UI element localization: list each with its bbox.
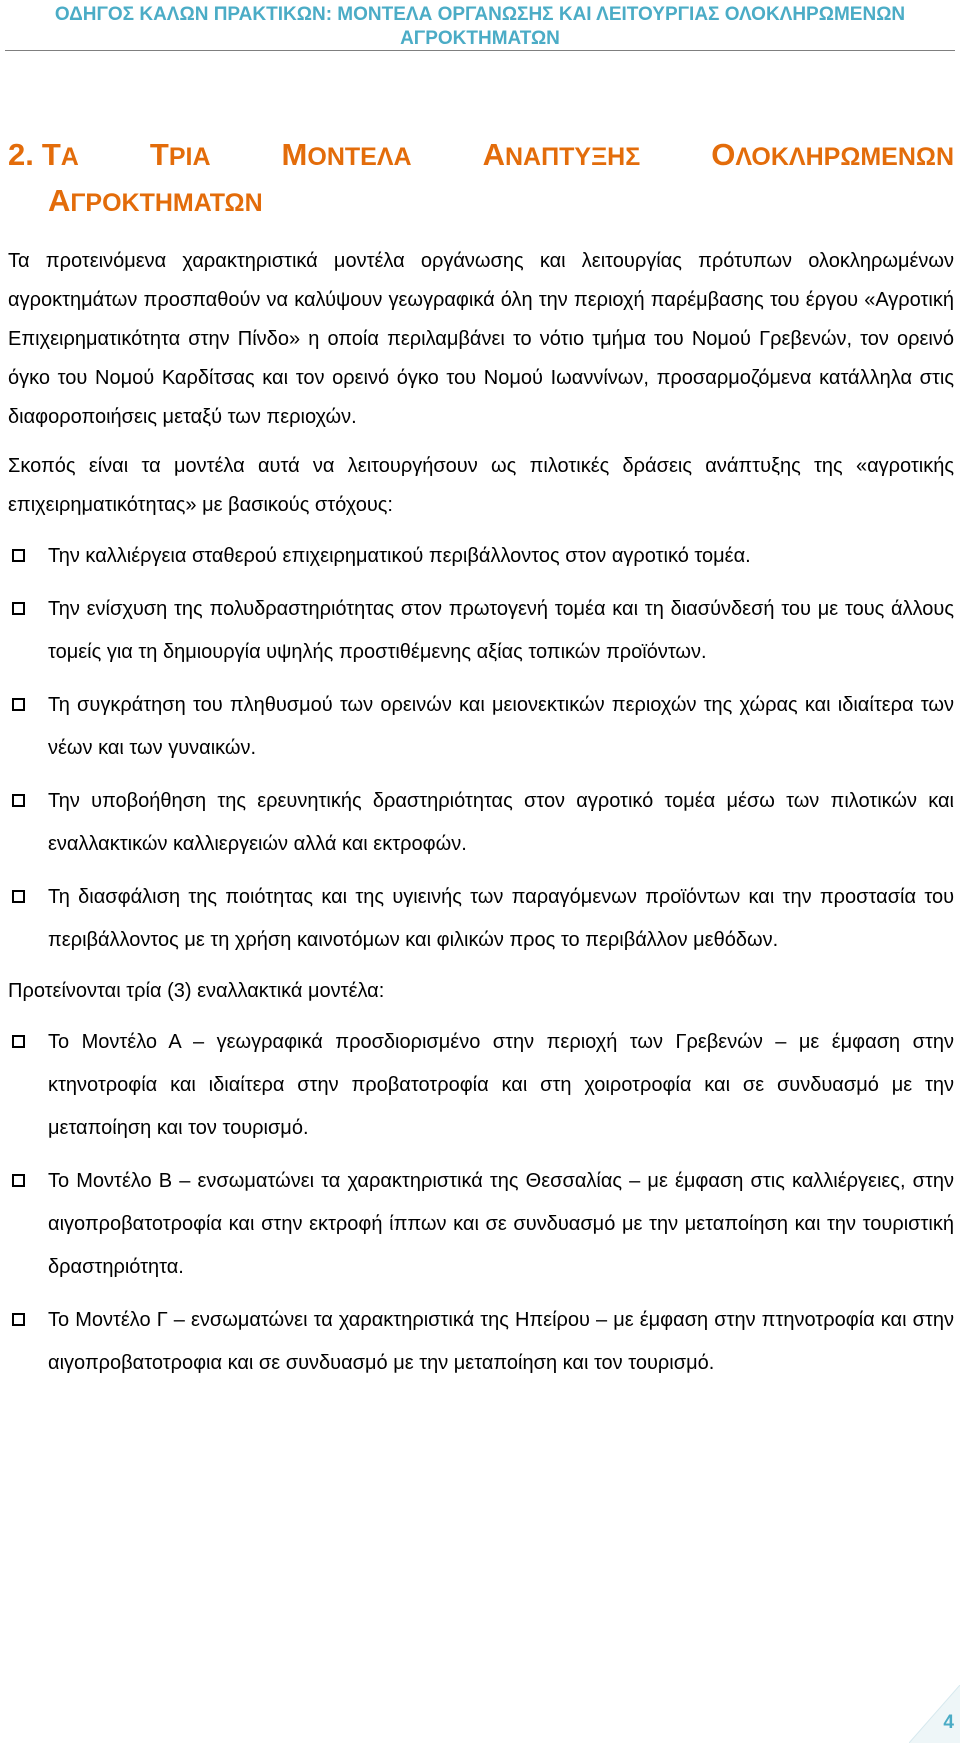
checkbox-bullet-icon: [12, 794, 25, 807]
running-header-line-1: ΟΔΗΓΟΣ ΚΑΛΩΝ ΠΡΑΚΤΙΚΩΝ: ΜΟΝΤΕΛΑ ΟΡΓΑΝΩΣΗΣ ΚΑΙ ΛΕΙΤΟΥΡΓΙΑΣ ΟΛΟΚΛΗΡΩΜΕΝΩΝ: [54, 4, 906, 25]
checkbox-bullet-icon: [12, 698, 25, 711]
proposed-models-paragraph: Προτείνονται τρία (3) εναλλακτικά μοντέλα:: [8, 980, 385, 1002]
page-number: 4: [943, 1712, 954, 1733]
purpose-paragraph: Σκοπός είναι τα μοντέλα αυτά να λειτουργήσουν ως πιλοτικές δράσεις ανάπτυξης της «αγροτικής επιχειρηματικότητας» με βασικούς στόχους:: [8, 455, 954, 516]
section-title: [8, 133, 955, 225]
title-word: ΑΝΑΠΤΥΞΗΣ: [482, 137, 641, 172]
intro-paragraph: Τα προτεινόμενα χαρακτηριστικά μοντέλα οργάνωσης και λειτουργίας πρότυπων ολοκληρωμένων αγροκτημάτων προσπαθούν να καλύψουν γεωγραφικά όλη την περιοχή παρέμβασης του έργου «Αγροτική Επιχειρηματικότητα στην Πίνδο» η οποία περιλαμβάνει το νότιο τμήμα του Νομού Γρεβενών, τον ορεινό όγκο του Νομού Καρδίτσας και τον ορεινό όγκο του Νομού Ιωαννίνων, προσαρμοζόμενα κατάλληλα στις διαφοροποιήσεις μεταξύ των περιοχών.: [8, 250, 954, 428]
title-word: ΟΛΟΚΛΗΡΩΜΕΝΩΝ: [711, 137, 955, 172]
goals-list: [8, 535, 954, 962]
title-word: ΑΓΡΟΚΤΗΜΑΤΩΝ: [48, 183, 263, 218]
goal-item: Την ενίσχυση της πολυδραστηριότητας στον πρωτογενή τομέα και τη διασύνδεσή του με τους άλλους τομείς για τη δημιουργία υψηλής προστιθέμενης αξίας τοπικών προϊόντων.: [8, 588, 954, 674]
goal-item: Τη συγκράτηση του πληθυσμού των ορεινών και μειονεκτικών περιοχών της χώρας και ιδιαίτερα των νέων και των γυναικών.: [8, 684, 954, 770]
goal-item: Τη διασφάλιση της ποιότητας και της υγιεινής των παραγόμενων προϊόντων και την προστασία του περιβάλλοντος με τη χρήση καινοτόμων και φιλικών προς το περιβάλλον μεθόδων.: [8, 876, 954, 962]
running-header: [0, 0, 960, 51]
title-word: ΜΟΝΤΕΛΑ: [281, 137, 412, 172]
checkbox-bullet-icon: [12, 549, 25, 562]
checkbox-bullet-icon: [12, 602, 25, 615]
model-item: Το Μοντέλο Β – ενσωματώνει τα χαρακτηριστικά της Θεσσαλίας – με έμφαση στις καλλιέργειες, στην αιγοπροβατοτροφία και στην εκτροφή ίππων και σε συνδυασμό με την μεταποίηση και την τουριστική δραστηριότητα.: [8, 1160, 954, 1289]
model-item: Το Μοντέλο Γ – ενσωματώνει τα χαρακτηριστικά της Ηπείρου – με έμφαση στην πτηνοτροφία και στην αιγοπροβατοτροφια και σε συνδυασμό με την μεταποίηση και τον τουρισμό.: [8, 1299, 954, 1385]
checkbox-bullet-icon: [12, 1174, 25, 1187]
section-number: 2.: [8, 137, 34, 172]
title-word: ΤΑ: [41, 137, 79, 172]
goal-item: Την υποβοήθηση της ερευνητικής δραστηριότητας στον αγροτικό τομέα μέσω των πιλοτικών και εναλλακτικών καλλιεργειών αλλά και εκτροφών.: [8, 780, 954, 866]
checkbox-bullet-icon: [12, 1313, 25, 1326]
models-list: [8, 1021, 954, 1385]
running-header-line-2: ΑΓΡΟΚΤΗΜΑΤΩΝ: [400, 28, 560, 49]
header-divider: [5, 50, 955, 51]
title-word: ΤΡΙΑ: [149, 137, 211, 172]
goal-item: Την καλλιέργεια σταθερού επιχειρηματικού περιβάλλοντος στον αγροτικό τομέα.: [8, 535, 954, 578]
checkbox-bullet-icon: [12, 890, 25, 903]
checkbox-bullet-icon: [12, 1035, 25, 1048]
page-content: [8, 133, 954, 1395]
model-item: Το Μοντέλο Α – γεωγραφικά προσδιορισμένο στην περιοχή των Γρεβενών – με έμφαση στην κτηνοτροφία και ιδιαίτερα στην προβατοτροφία και στη χοιροτροφία και σε συνδυασμό με την μεταποίηση και τον τουρισμό.: [8, 1021, 954, 1150]
